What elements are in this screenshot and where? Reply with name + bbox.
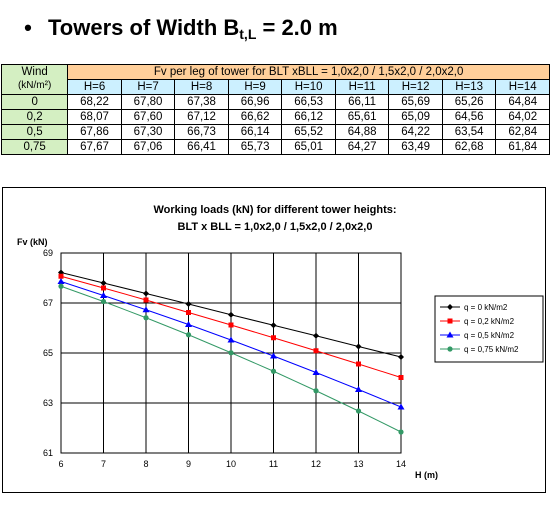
x-tick-label: 10 xyxy=(225,459,237,469)
table-cell: 65,52 xyxy=(282,125,336,140)
y-tick-label: 69 xyxy=(42,248,53,258)
data-point xyxy=(271,369,276,374)
table-cell: 62,68 xyxy=(442,140,496,155)
data-point xyxy=(356,362,361,367)
table-cell: 68,07 xyxy=(68,110,122,125)
table-cell: 67,30 xyxy=(121,125,175,140)
wind-unit: (kN/m²) xyxy=(17,80,52,91)
height-header: H=8 xyxy=(175,80,229,95)
data-point xyxy=(58,278,65,284)
table-cell: 65,01 xyxy=(282,140,336,155)
section-heading xyxy=(10,8,338,48)
table-cell: 67,12 xyxy=(175,110,229,125)
height-header: H=10 xyxy=(282,80,336,95)
table-cell: 63,54 xyxy=(442,125,496,140)
x-tick-label: 7 xyxy=(100,459,107,469)
table-cell: 66,73 xyxy=(175,125,229,140)
data-point xyxy=(399,375,404,380)
chart-title: Working loads (kN) for different tower heights: xyxy=(153,204,397,216)
table-row xyxy=(2,110,550,125)
table-cell: 64,22 xyxy=(389,125,443,140)
working-loads-chart xyxy=(3,188,545,492)
table-cell: 66,53 xyxy=(282,95,336,110)
wind-label: Wind xyxy=(21,66,48,78)
data-point xyxy=(356,344,362,350)
fv-caption: Fv per leg of tower for BLT xBLL = 1,0x2,0 / 1,5x2,0 / 2,0x2,0 xyxy=(68,65,550,80)
x-axis-label: H (m) xyxy=(415,470,438,480)
data-point xyxy=(143,315,148,320)
data-point xyxy=(144,298,149,303)
data-point xyxy=(101,286,106,291)
legend-label: q = 0,2 kN/m2 xyxy=(464,317,515,326)
table-row xyxy=(2,140,550,155)
table-cell: 64,84 xyxy=(496,95,550,110)
table-cell: 66,62 xyxy=(228,110,282,125)
table-cell: 66,41 xyxy=(175,140,229,155)
height-header: H=6 xyxy=(68,80,122,95)
legend-marker xyxy=(448,319,453,324)
x-tick-label: 11 xyxy=(268,459,279,469)
data-point xyxy=(101,280,107,286)
table-cell: 64,56 xyxy=(442,110,496,125)
chart-frame xyxy=(2,187,546,493)
data-point xyxy=(356,408,361,413)
table-cell: 65,09 xyxy=(389,110,443,125)
table-cell: 65,73 xyxy=(228,140,282,155)
height-header: H=12 xyxy=(389,80,443,95)
table-cell: 65,61 xyxy=(335,110,389,125)
height-header: H=13 xyxy=(442,80,496,95)
wind-value: 0,2 xyxy=(2,110,68,125)
y-tick-label: 61 xyxy=(42,448,53,458)
y-tick-label: 63 xyxy=(42,398,53,408)
page-title xyxy=(48,15,338,42)
legend-label: q = 0,5 kN/m2 xyxy=(464,331,515,340)
data-point xyxy=(271,335,276,340)
table-cell: 64,88 xyxy=(335,125,389,140)
height-header: H=9 xyxy=(228,80,282,95)
data-point xyxy=(313,388,318,393)
y-tick-label: 65 xyxy=(42,348,53,358)
table-cell: 66,12 xyxy=(282,110,336,125)
data-point xyxy=(186,332,191,337)
table-cell: 66,96 xyxy=(228,95,282,110)
data-point xyxy=(398,429,403,434)
table-cell: 67,06 xyxy=(121,140,175,155)
legend-label: q = 0 kN/m2 xyxy=(464,303,508,312)
data-point xyxy=(101,299,106,304)
table-cell: 67,67 xyxy=(68,140,122,155)
table-row xyxy=(2,95,550,110)
data-point xyxy=(186,310,191,315)
table-cell: 64,27 xyxy=(335,140,389,155)
table-cell: 65,69 xyxy=(389,95,443,110)
data-point xyxy=(228,350,233,355)
x-tick-label: 12 xyxy=(310,459,322,469)
table-cell: 67,60 xyxy=(121,110,175,125)
table-cell: 62,84 xyxy=(496,125,550,140)
data-point xyxy=(314,348,319,353)
legend-label: q = 0,75 kN/m2 xyxy=(464,345,519,354)
wind-header xyxy=(2,65,68,95)
x-tick-label: 14 xyxy=(395,459,407,469)
legend-marker xyxy=(447,346,452,351)
y-axis-label: Fv (kN) xyxy=(17,237,48,247)
data-point xyxy=(186,301,192,307)
data-point xyxy=(229,323,234,328)
table-cell: 67,80 xyxy=(121,95,175,110)
wind-value: 0,75 xyxy=(2,140,68,155)
title-tail: = 2.0 m xyxy=(256,14,338,40)
height-header: H=14 xyxy=(496,80,550,95)
title-main: Towers of Width B xyxy=(48,14,240,40)
x-tick-label: 8 xyxy=(143,459,149,469)
table-cell: 61,84 xyxy=(496,140,550,155)
table-cell: 66,14 xyxy=(228,125,282,140)
table-cell: 66,11 xyxy=(335,95,389,110)
data-point xyxy=(271,322,277,328)
y-tick-label: 67 xyxy=(42,298,53,308)
table-cell: 65,26 xyxy=(442,95,496,110)
table-cell: 64,02 xyxy=(496,110,550,125)
table-cell: 63,49 xyxy=(389,140,443,155)
title-subscript: t,L xyxy=(239,25,257,42)
data-point xyxy=(58,284,63,289)
wind-value: 0,5 xyxy=(2,125,68,140)
x-tick-label: 13 xyxy=(353,459,364,469)
chart-subtitle: BLT x BLL = 1,0x2,0 / 1,5x2,0 / 2,0x2,0 xyxy=(177,221,373,233)
table-cell: 67,86 xyxy=(68,125,122,140)
bullet: • xyxy=(24,15,32,40)
data-point xyxy=(313,333,319,339)
data-point xyxy=(228,312,234,318)
x-tick-label: 9 xyxy=(185,459,192,469)
data-point xyxy=(143,291,149,297)
height-header: H=7 xyxy=(121,80,175,95)
table-cell: 67,38 xyxy=(175,95,229,110)
data-point xyxy=(398,354,404,360)
table-row xyxy=(2,125,550,140)
load-table xyxy=(1,64,550,155)
wind-value: 0 xyxy=(2,95,68,110)
table-cell: 68,22 xyxy=(68,95,122,110)
x-tick-label: 6 xyxy=(58,459,64,469)
height-header: H=11 xyxy=(335,80,389,95)
